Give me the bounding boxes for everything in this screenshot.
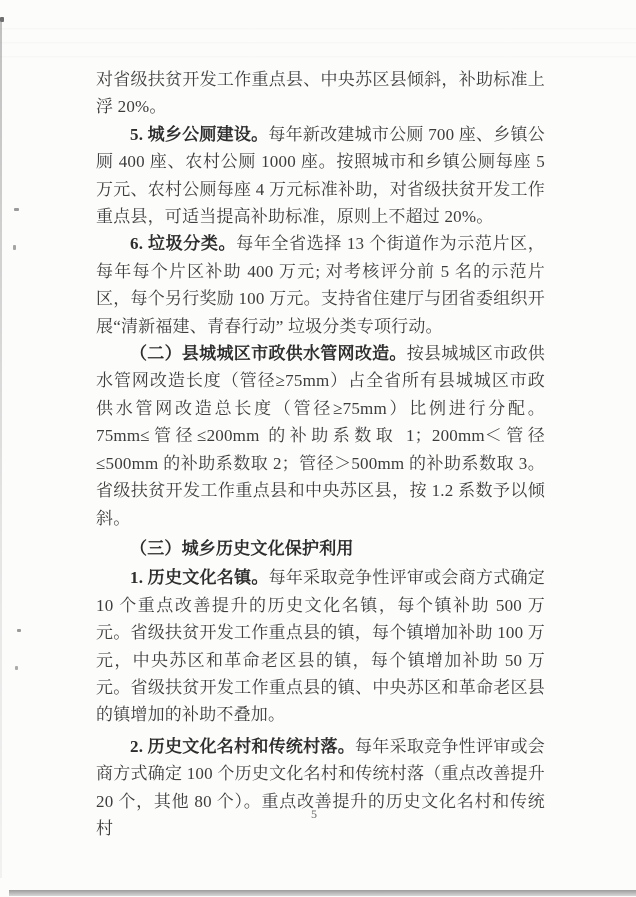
paragraph [96,733,545,843]
paragraph [96,230,545,340]
document-body [96,66,545,842]
paragraph-text: 每年采取竞争性评审或会商方式确定 100 个历史文化名村和传统村落（重点改善提升 20 个，其他 80 个）。重点改善提升的历史文化名村和传统村 [96,736,545,838]
paragraph-lead: （二）县城城区市政供水管网改造。 [130,344,407,364]
scan-speck [0,17,4,22]
scan-speck [15,666,18,670]
paragraph [96,564,545,728]
section-heading [96,535,545,562]
paragraph-text: 每年全省选择 13 个街道作为示范片区，每年每个片区补助 400 万元; 对考核评分前 5 名的示范片区，每个另行奖励 100 万元。支持省住建厅与团省委组织开展“清新福建、青春行动” 垃圾分类专项行动。 [96,234,545,336]
paragraph [96,66,545,121]
scan-speck [17,629,21,632]
scan-speck [14,208,19,211]
paragraph-text: 每年采取竞争性评审或会商方式确定 10 个重点改善提升的历史文化名镇，每个镇补助 500 万元。省级扶贫开发工作重点县的镇，每个镇增加补助 100 万元，中央苏区和革命老区县的镇，每个镇增加补助 50 万元。省级扶贫开发工作重点县的镇、中央苏区和革命老区县的镇增加的补助不叠加。 [96,568,545,725]
paragraph-lead: （三）城乡历史文化保护利用 [130,538,354,558]
paragraph [96,340,545,532]
scan-speck [13,245,16,250]
paragraph [96,121,545,231]
paragraph-lead: 1. 历史文化名镇。 [130,568,269,588]
paragraph-lead: 6. 垃圾分类。 [130,234,237,254]
scan-edge-line [0,22,2,878]
paragraph-text: 对省级扶贫开发工作重点县、中央苏区县倾斜，补助标准上浮 20%。 [96,70,545,117]
paragraph-lead: 5. 城乡公厕建设。 [130,124,269,144]
scan-bottom-edge [9,890,636,896]
paragraph-lead: 2. 历史文化名村和传统村落。 [130,736,356,756]
paragraph-text: 每年新改建城市公厕 700 座、乡镇公厕 400 座、农村公厕 1000 座。按照城市和乡镇公厕每座 5 万元、农村公厕每座 4 万元标准补助，对省级扶贫开发工作重点县，可适当提高补助标准，原则上不超过 20%。 [96,124,545,227]
paragraph-text: 按县城城区市政供水管网改造长度（管径≥75mm）占全省所有县城城区市政供水管网改造总长度（管径≥75mm）比例进行分配。75mm≤管径≤200mm 的补助系数取 1；200mm＜管径≤500mm 的补助系数取 2；管径＞500mm 的补助系数取 3。省级扶贫开发工作重点县和中央苏区县，按 1.2 系数予以倾斜。 [96,344,545,528]
page-number: 5 [311,807,317,821]
